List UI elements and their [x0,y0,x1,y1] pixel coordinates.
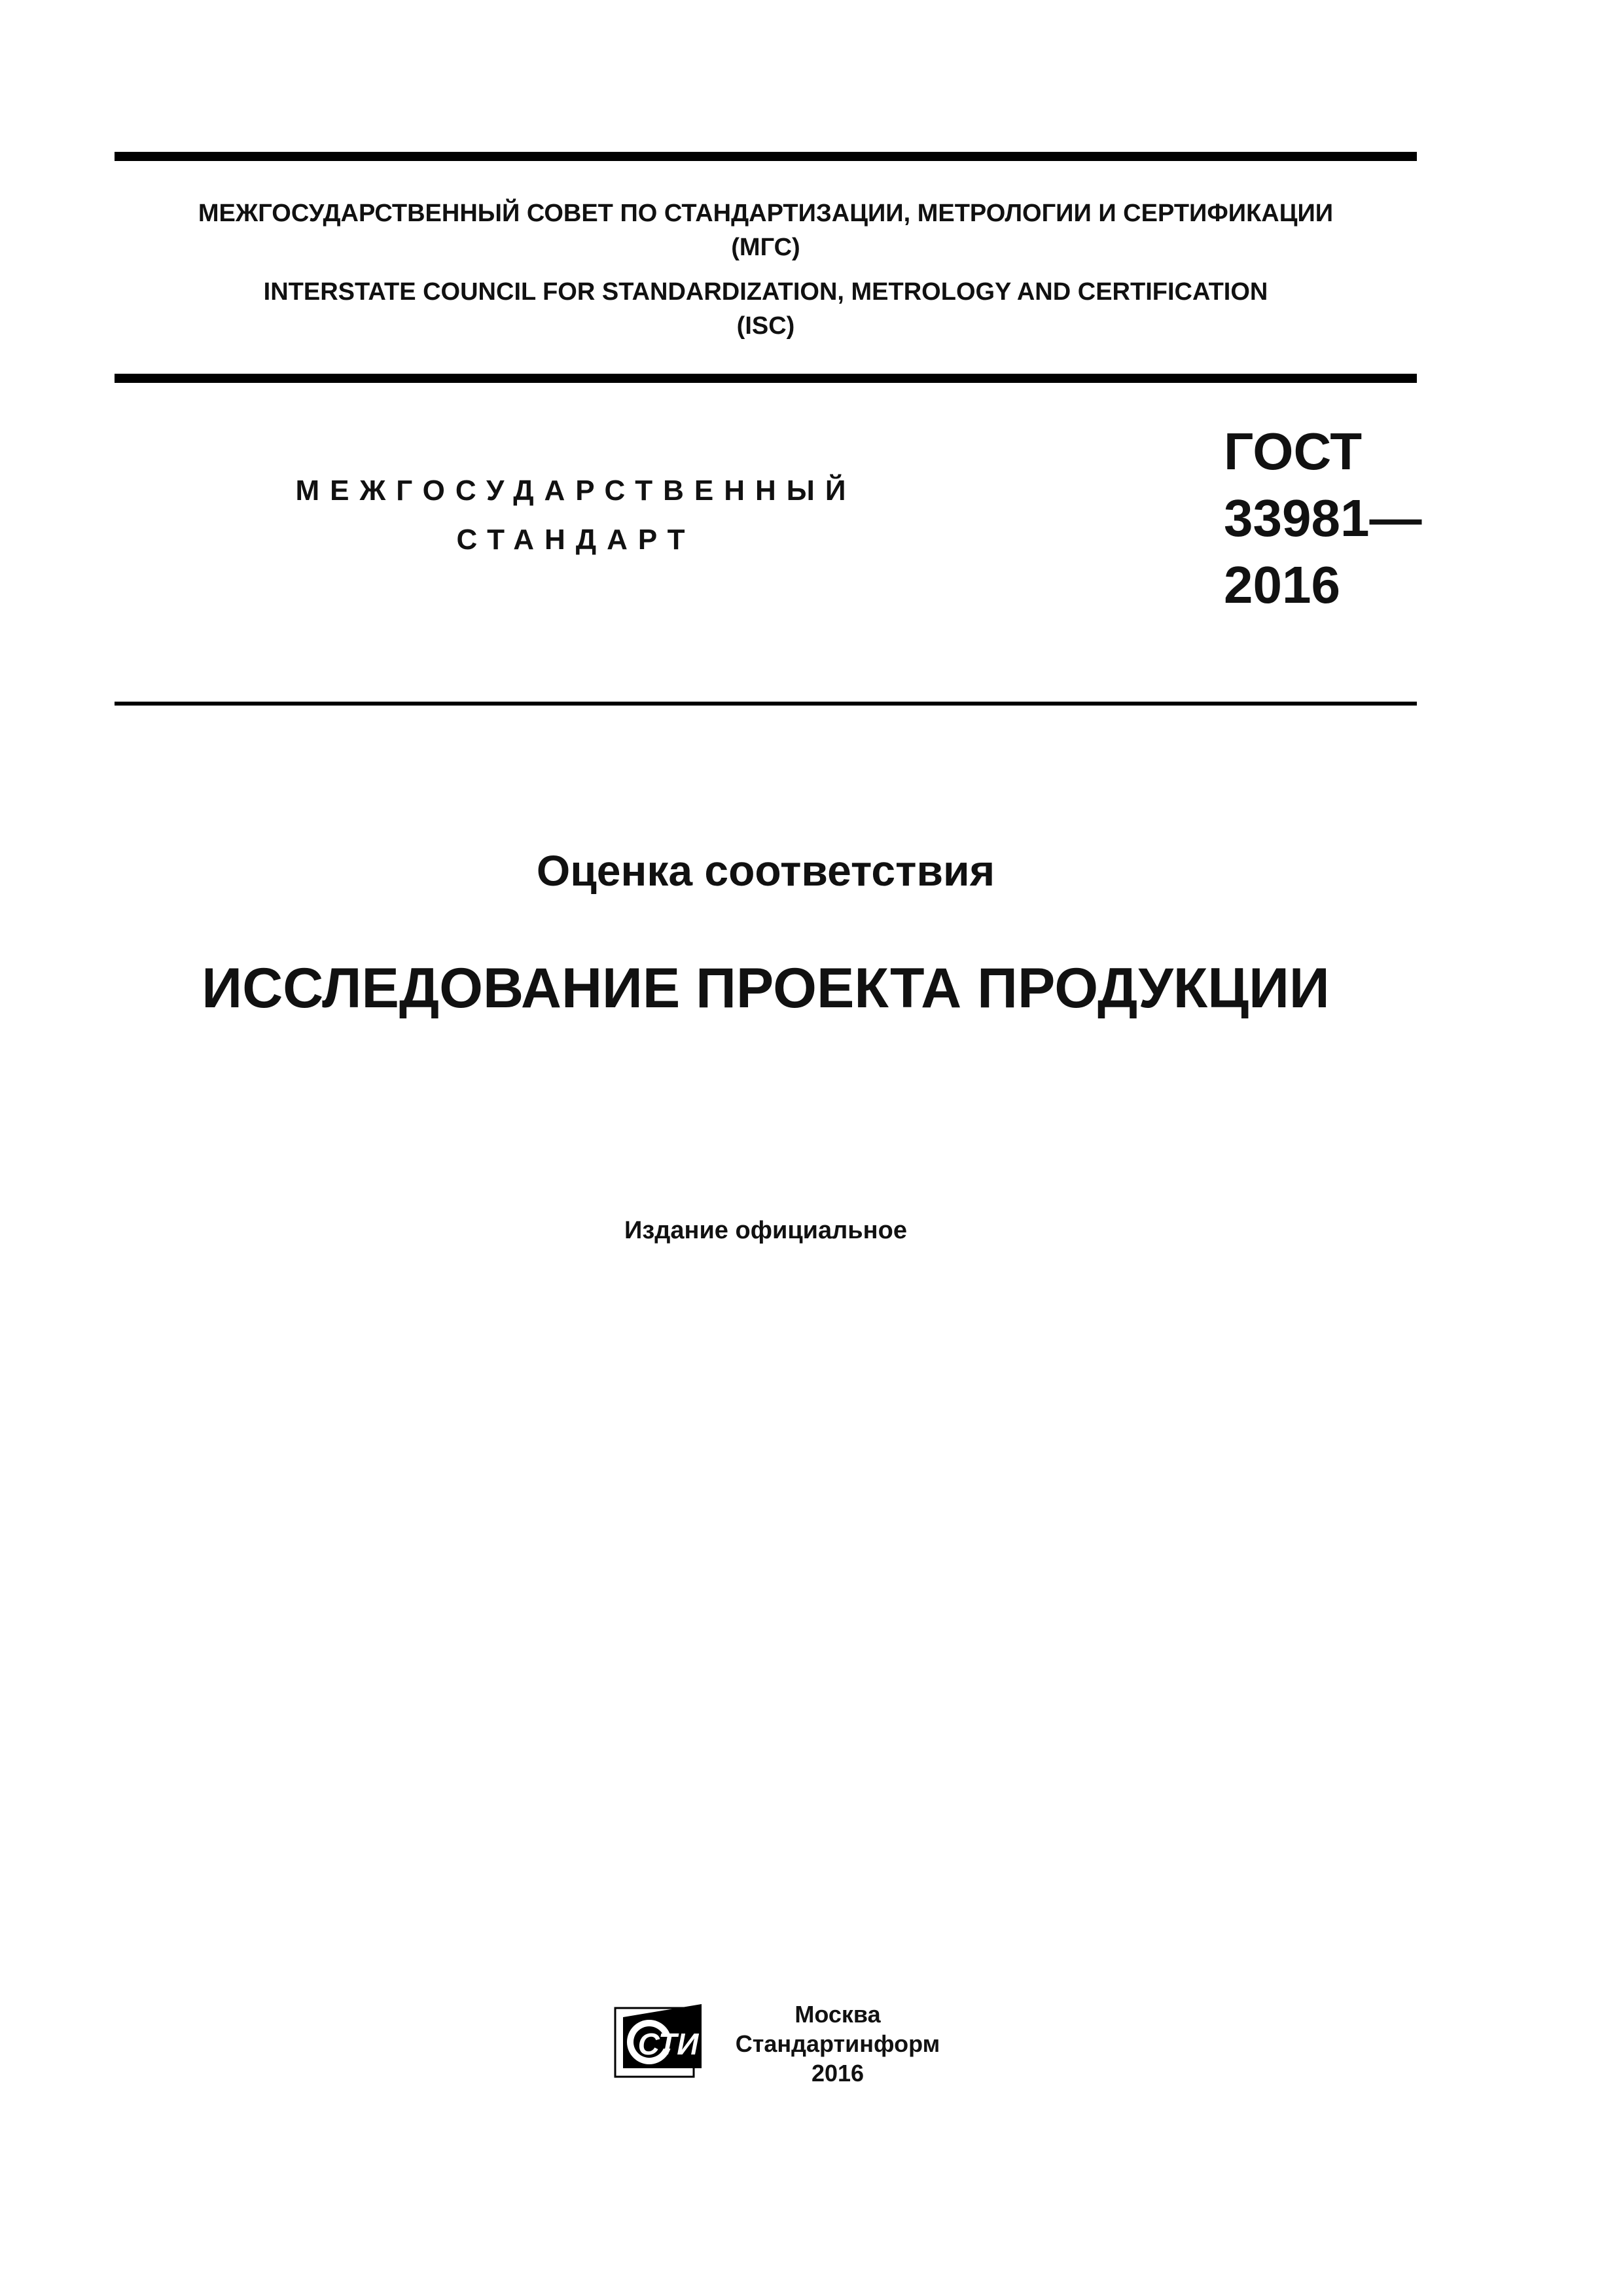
top-rule [115,152,1417,161]
gost-number: 33981— [1224,489,1422,547]
edition-note: Издание официальное [624,1217,907,1244]
standartinform-logo-icon [614,2003,705,2078]
imprint [720,2000,955,2088]
logo-lettering: СТИ [637,2027,699,2061]
council-name-en: INTERSTATE COUNCIL FOR STANDARDIZATION, METROLOGY AND CERTIFICATION [263,278,1268,306]
document-subject: Оценка соответствия [536,846,995,895]
imprint-publisher: Стандартинформ [735,2030,940,2057]
document-title: ИССЛЕДОВАНИЕ ПРОЕКТА ПРОДУКЦИИ [202,957,1330,1020]
council-name-ru: МЕЖГОСУДАРСТВЕННЫЙ СОВЕТ ПО СТАНДАРТИЗАЦИИ, МЕТРОЛОГИИ И СЕРТИФИКАЦИИ [198,200,1334,227]
standard-type-line-2: СТАНДАРТ [456,524,696,556]
middle-rule [115,374,1417,383]
standard-type-line-1: МЕЖГОСУДАРСТВЕННЫЙ [295,475,857,507]
gost-prefix: ГОСТ [1224,422,1363,480]
council-abbr-en: (ISC) [736,312,795,340]
imprint-city: Москва [794,2001,881,2028]
imprint-year: 2016 [811,2060,865,2087]
council-abbr-ru: (МГС) [731,234,800,261]
bottom-rule [115,702,1417,706]
gost-year: 2016 [1224,556,1340,614]
